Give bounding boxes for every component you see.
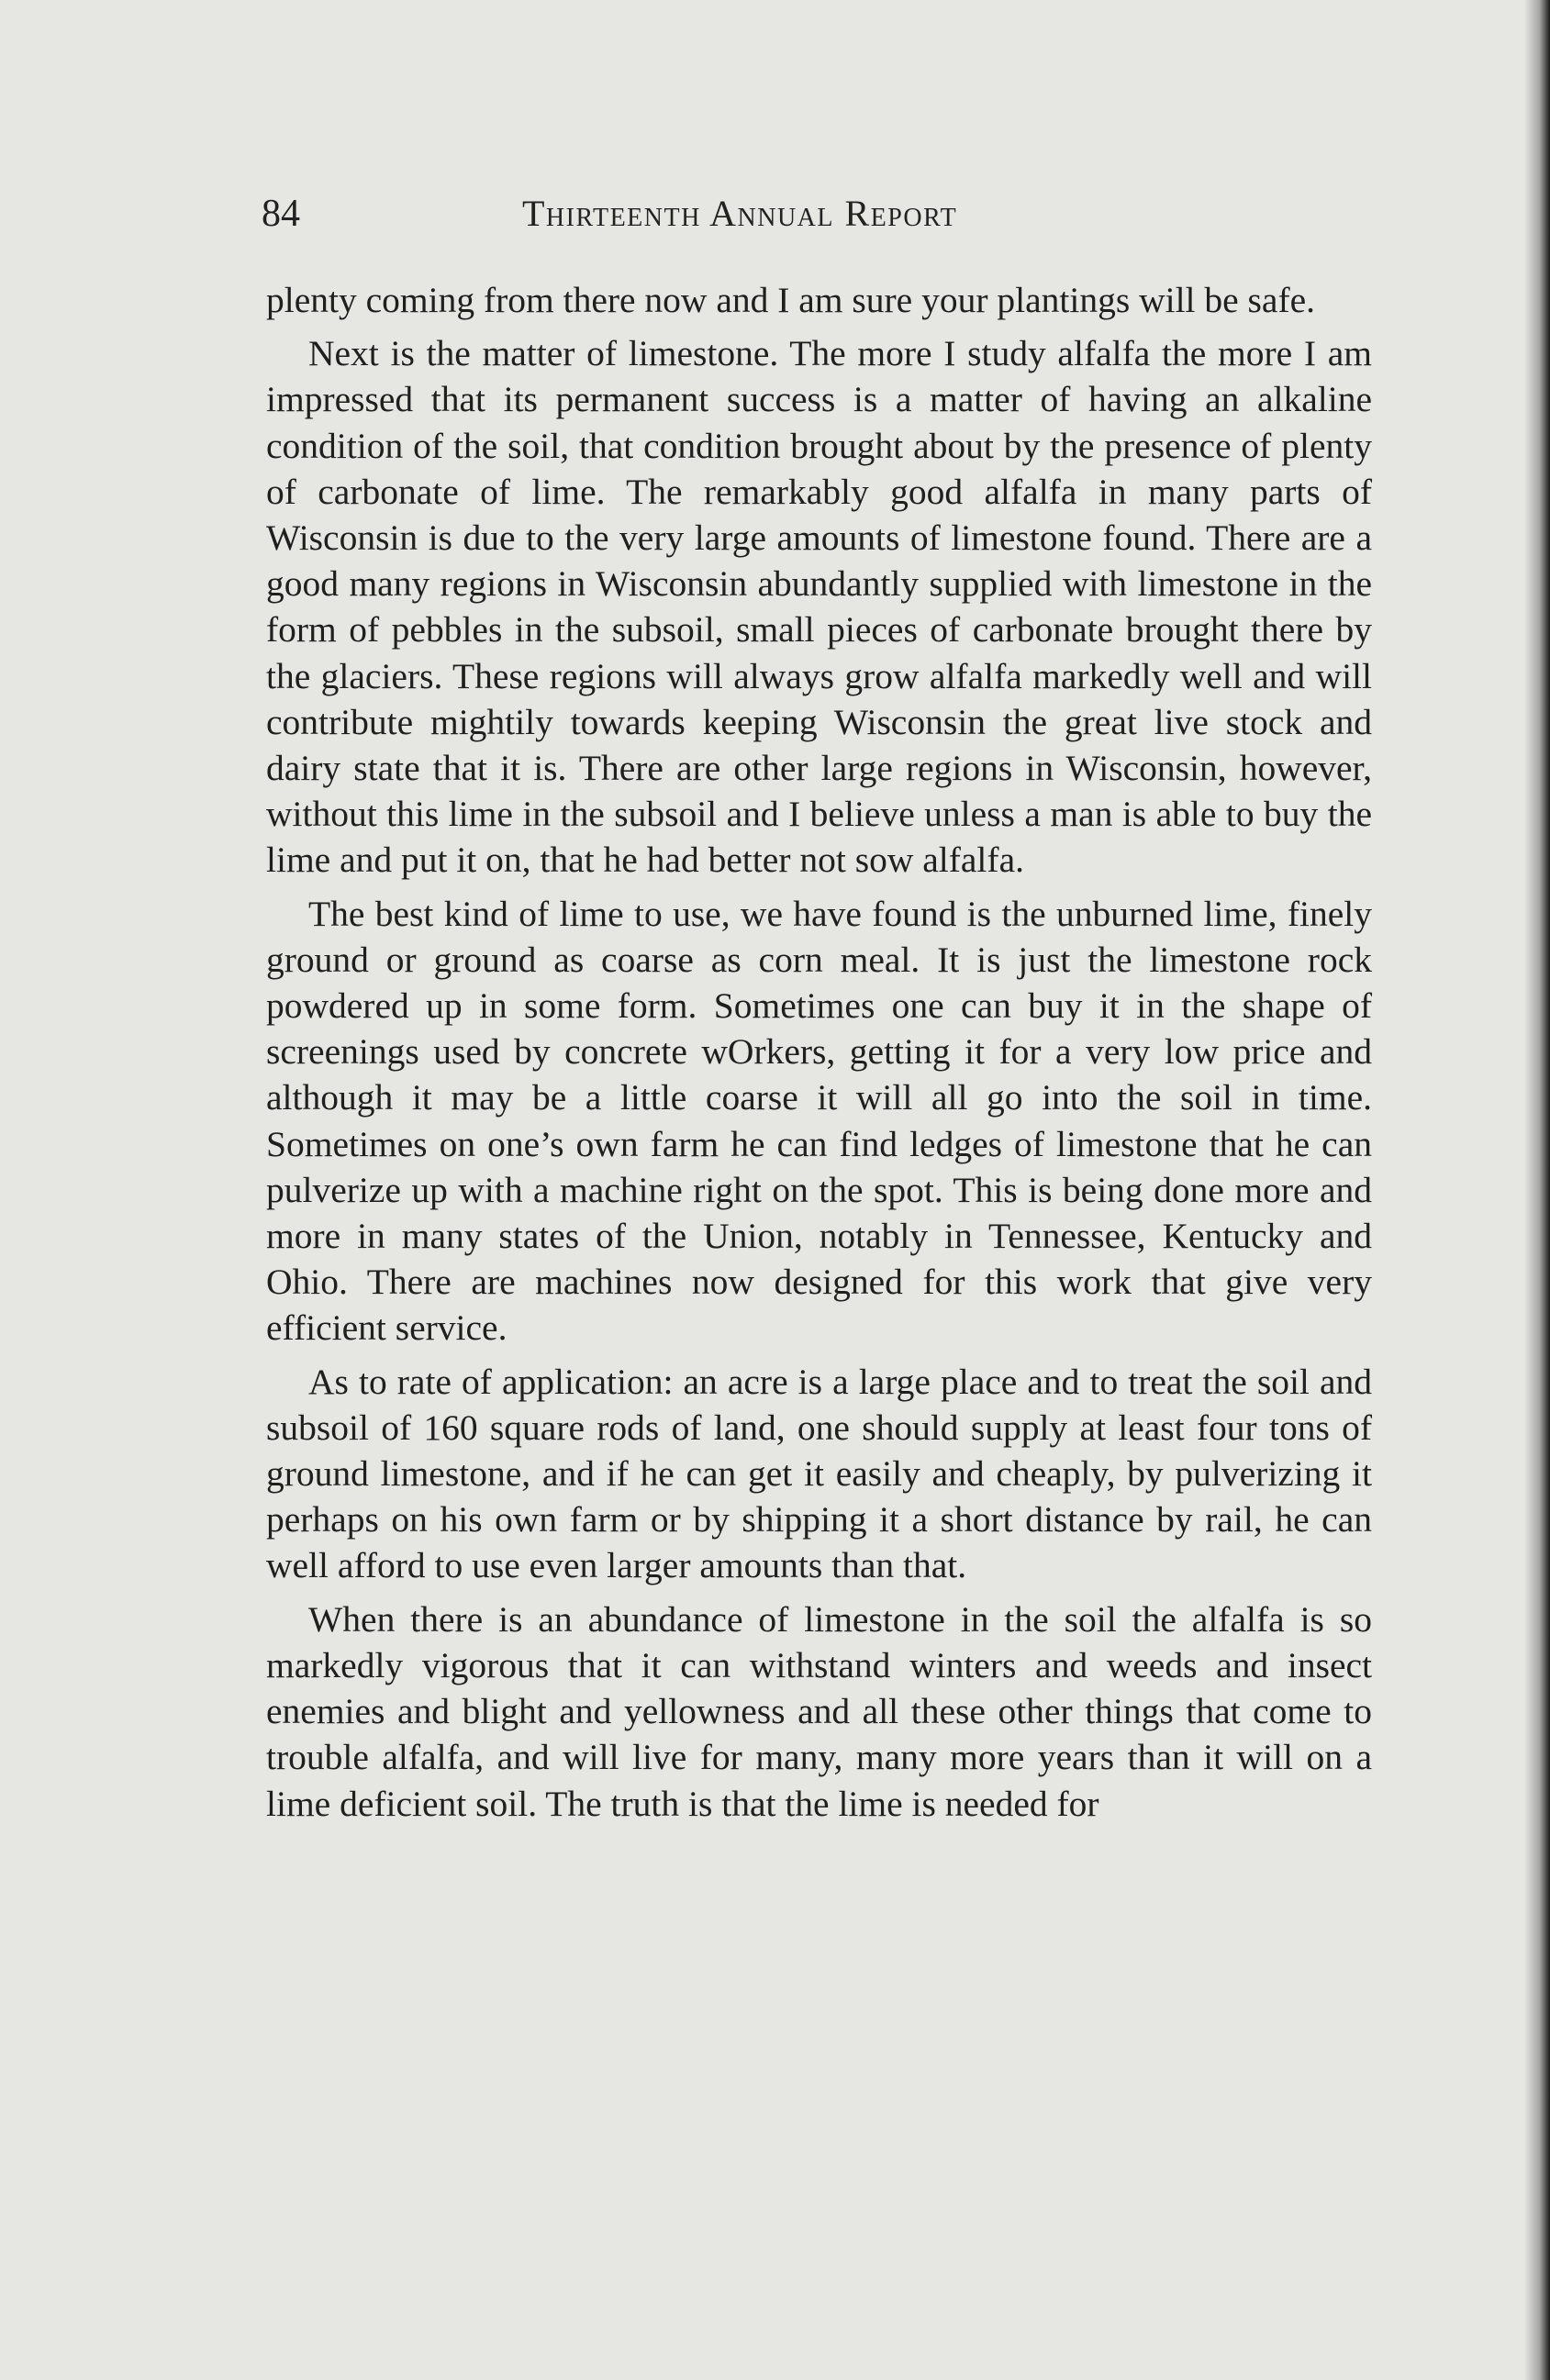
running-head: Thirteenth Annual Report bbox=[522, 193, 958, 234]
paragraph-continuation: plenty coming from there now and I am sure your plantings will be safe. bbox=[266, 280, 1316, 320]
body-text bbox=[266, 277, 1372, 1834]
paragraph-rate-of-application: As to rate of application: an acre is a large place and to treat the soil and subsoil of 160 square rods of land, one should supply at least four tons of ground limestone, and if he can get it easily and cheaply, by pulverizing it perhaps on his own farm or by shipping it a short distance by rail, he can well afford to use even larger amounts than that. bbox=[266, 1361, 1372, 1586]
paragraph-kind-of-lime: The best kind of lime to use, we have found is the unburned lime, finely ground or ground as coarse as corn meal. It is just the limestone rock powdered up in some form. Sometimes one can buy it in the shape of screenings used by concrete wOrkers, getting it for a very low price and although it may be a little coarse it will all go into the soil in time. Sometimes on one’s own farm he can find ledges of limestone that he can pulverize up with a machine right on the spot. This is being done more and more in many states of the Union, notably in Tennessee, Kentucky and Ohio. There are machines now designed for this work that give very efficient service. bbox=[266, 893, 1372, 1349]
page-header bbox=[262, 186, 1372, 241]
paragraph-limestone: Next is the matter of limestone. The more I study alfalfa the more I am impressed that its permanent success is a matter of having an alkaline condition of the soil, that condition brought about by the presence of plenty of carbonate of lime. The remarkably good alfalfa in many parts of Wisconsin is due to the very large amounts of limestone found. There are a good many regions in Wisconsin abundantly supplied with limestone in the form of pebbles in the subsoil, small pieces of carbonate brought there by the glaciers. These regions will always grow alfalfa markedly well and will contribute mightily towards keeping Wisconsin the great live stock and dairy state that it is. There are other large regions in Wisconsin, however, without this lime in the subsoil and I believe unless a man is able to buy the lime and put it on, that he had better not sow alfalfa. bbox=[266, 333, 1372, 881]
page-number: 84 bbox=[262, 193, 300, 235]
paragraph-abundance: When there is an abundance of limestone in the soil the alfalfa is so markedly vigorous that it can withstand winters and weeds and insect enemies and blight and yellowness and all these other things that come to trouble alfalfa, and will live for many, many more years than it will on a lime deficient soil. The truth is that the lime is needed for bbox=[266, 1598, 1372, 1824]
page-edge-shadow bbox=[1524, 0, 1550, 2380]
